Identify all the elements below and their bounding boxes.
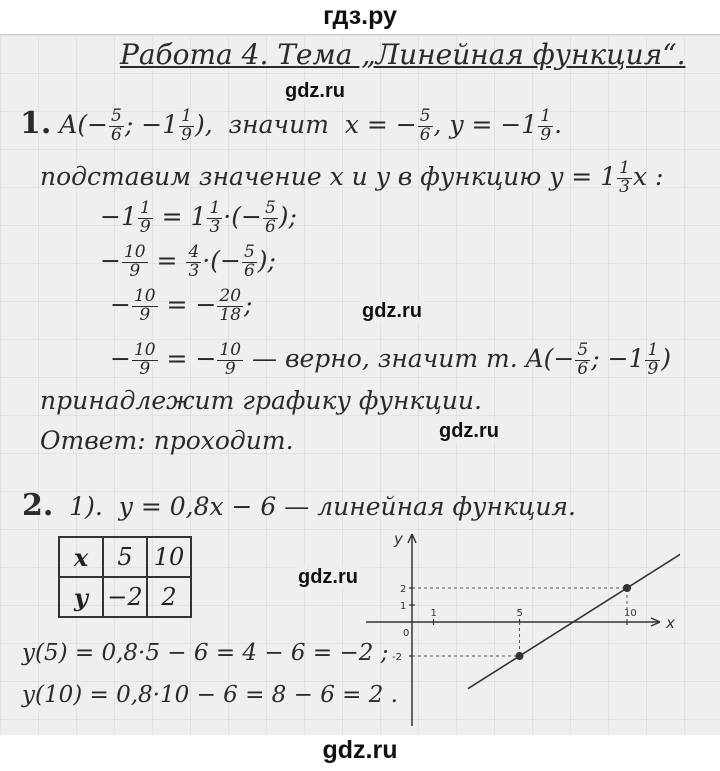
frac-num: 1: [647, 340, 659, 360]
frac-den: 3: [209, 216, 221, 237]
frac-num: 10: [133, 286, 156, 306]
table-cell: 2: [147, 577, 191, 617]
frac-den: 3: [188, 260, 200, 281]
equation-1: [100, 200, 297, 237]
table-header-y: y: [59, 577, 103, 617]
x-axis-label: x: [666, 614, 675, 632]
frac-den: 9: [224, 358, 236, 379]
fraction: [138, 200, 153, 237]
x-tick-label: 10: [624, 608, 637, 619]
y-axis-label: y: [394, 530, 403, 548]
fraction: [186, 244, 201, 281]
frac-den: 9: [181, 125, 192, 145]
answer-line: Ответ: проходит.: [40, 426, 294, 455]
page-title: Работа 4. Тема „Линейная функция“.: [120, 38, 686, 71]
table-header-x: x: [59, 537, 103, 577]
frac-den: 6: [111, 125, 122, 145]
frac-num: 20: [219, 286, 242, 306]
fraction: [132, 342, 158, 379]
function-line: [468, 553, 680, 689]
frac-num: 1: [540, 106, 552, 127]
eq4-minus: −: [195, 343, 217, 373]
point-sep: ; −1: [124, 110, 179, 139]
y-tick-label: 1: [400, 601, 407, 612]
fraction: [418, 108, 433, 145]
frac-num: 1: [139, 198, 151, 218]
task2-formula: y = 0,8x − 6 — линейная функция.: [118, 492, 576, 521]
y-eq: , y = −1: [433, 110, 538, 139]
line-graph: [340, 530, 680, 730]
substitute-tail: x :: [632, 161, 664, 191]
substitute-text: подставим значение x и y в функцию y = 1: [40, 161, 617, 191]
fraction: [538, 108, 553, 145]
eq3-mid: =: [166, 289, 188, 319]
calc-line-1: y(5) = 0,8·5 − 6 = 4 − 6 = −2 ;: [22, 640, 389, 666]
x-tick-label: 5: [516, 608, 523, 619]
frac-den: 18: [219, 304, 242, 325]
task2-number: 2.: [22, 488, 54, 523]
table-cell: −2: [103, 577, 147, 617]
fraction: [207, 200, 222, 237]
eq4-sep: ; −1: [591, 343, 645, 373]
fraction: [217, 288, 243, 325]
frac-den: 6: [243, 260, 255, 281]
frac-num: 5: [264, 198, 276, 218]
fraction: [132, 288, 158, 325]
frac-den: 9: [647, 358, 659, 379]
eq4-mid: =: [166, 343, 188, 373]
eq3-lhs: −: [110, 289, 131, 319]
frac-num: 5: [419, 106, 431, 127]
fraction: [575, 342, 590, 379]
frac-num: 1: [209, 198, 221, 218]
frac-num: 1: [181, 106, 192, 127]
frac-den: 9: [540, 125, 552, 145]
frac-den: 9: [139, 358, 151, 379]
frac-num: 1: [619, 158, 630, 178]
eq1-mid: = 1: [161, 201, 207, 231]
frac-den: 6: [577, 358, 589, 379]
watermark: gdz.ru: [298, 566, 358, 588]
frac-den: 6: [419, 125, 431, 145]
eq4-end: ): [661, 343, 672, 373]
fraction: [122, 244, 148, 281]
frac-den: 9: [129, 260, 141, 281]
fraction: [179, 108, 194, 145]
frac-den: 9: [139, 304, 151, 325]
x-eq: x = −: [344, 110, 417, 139]
word-means: значит: [228, 110, 329, 139]
watermark: gdz.ru: [285, 80, 345, 102]
equation-2: [100, 244, 276, 281]
fraction: [263, 200, 278, 237]
table-cell: 5: [103, 537, 147, 577]
site-footer: gdz.ru: [322, 736, 398, 764]
eq2-tail: ·(−: [202, 245, 241, 275]
site-header: гдз.ру: [323, 2, 397, 30]
frac-den: 9: [139, 216, 151, 237]
y-tick-label: -2: [392, 652, 402, 663]
eq4-lhs: −: [110, 343, 131, 373]
watermark: gdz.ru: [362, 300, 422, 322]
values-table: [58, 536, 192, 618]
task2-sub: 1).: [69, 492, 103, 521]
eq2-end: );: [257, 245, 276, 275]
table-cell: 10: [147, 537, 191, 577]
task1-line1: 1. A(− $\frac{5}{6}$ ; −1 $\frac{1}{9}$ ), значит x = − $\frac{5}{6}$ , y = −1 $\frac{1}{9}$ .: [20, 106, 563, 145]
data-point: [516, 652, 524, 660]
point-label: A: [59, 110, 78, 139]
calc-line-2: y(10) = 0,8·10 − 6 = 8 − 6 = 2 .: [22, 682, 398, 708]
watermark: gdz.ru: [439, 420, 499, 442]
table-row: [59, 577, 191, 617]
eq1-end: );: [278, 201, 297, 231]
eq2-mid: =: [156, 245, 178, 275]
frac-num: 5: [577, 340, 589, 360]
frac-den: 3: [619, 176, 630, 197]
eq4-tail: — верно, значит т. A(−: [252, 343, 575, 373]
task2-line1: [22, 488, 576, 523]
frac-num: 10: [219, 340, 242, 360]
eq1-tail: ·(−: [223, 201, 262, 231]
data-point: [623, 584, 631, 592]
origin-label: 0: [403, 628, 410, 639]
equation-4: [110, 342, 671, 379]
point-close: ),: [194, 110, 213, 139]
belongs-line: принадлежит графику функции.: [40, 386, 482, 415]
frac-num: 10: [133, 340, 156, 360]
task1-number: 1.: [20, 106, 52, 141]
fraction: [617, 160, 632, 197]
table-row: [59, 537, 191, 577]
eq3-minus: −: [195, 289, 217, 319]
eq1-lhs: −1: [100, 201, 137, 231]
frac-num: 5: [111, 106, 122, 127]
frac-num: 4: [188, 242, 200, 262]
task1-line2: [40, 160, 663, 197]
frac-num: 10: [123, 242, 146, 262]
fraction: [217, 342, 243, 379]
eq2-lhs: −: [100, 245, 121, 275]
fraction: [242, 244, 257, 281]
y-tick-label: 2: [400, 584, 407, 595]
frac-den: 6: [264, 216, 276, 237]
x-tick-label: 1: [430, 608, 437, 619]
fraction: [109, 108, 124, 145]
frac-num: 5: [243, 242, 255, 262]
eq3-tail: ;: [244, 289, 253, 319]
point-open: (−: [77, 110, 109, 139]
fraction: [645, 342, 660, 379]
equation-3: [110, 288, 252, 325]
